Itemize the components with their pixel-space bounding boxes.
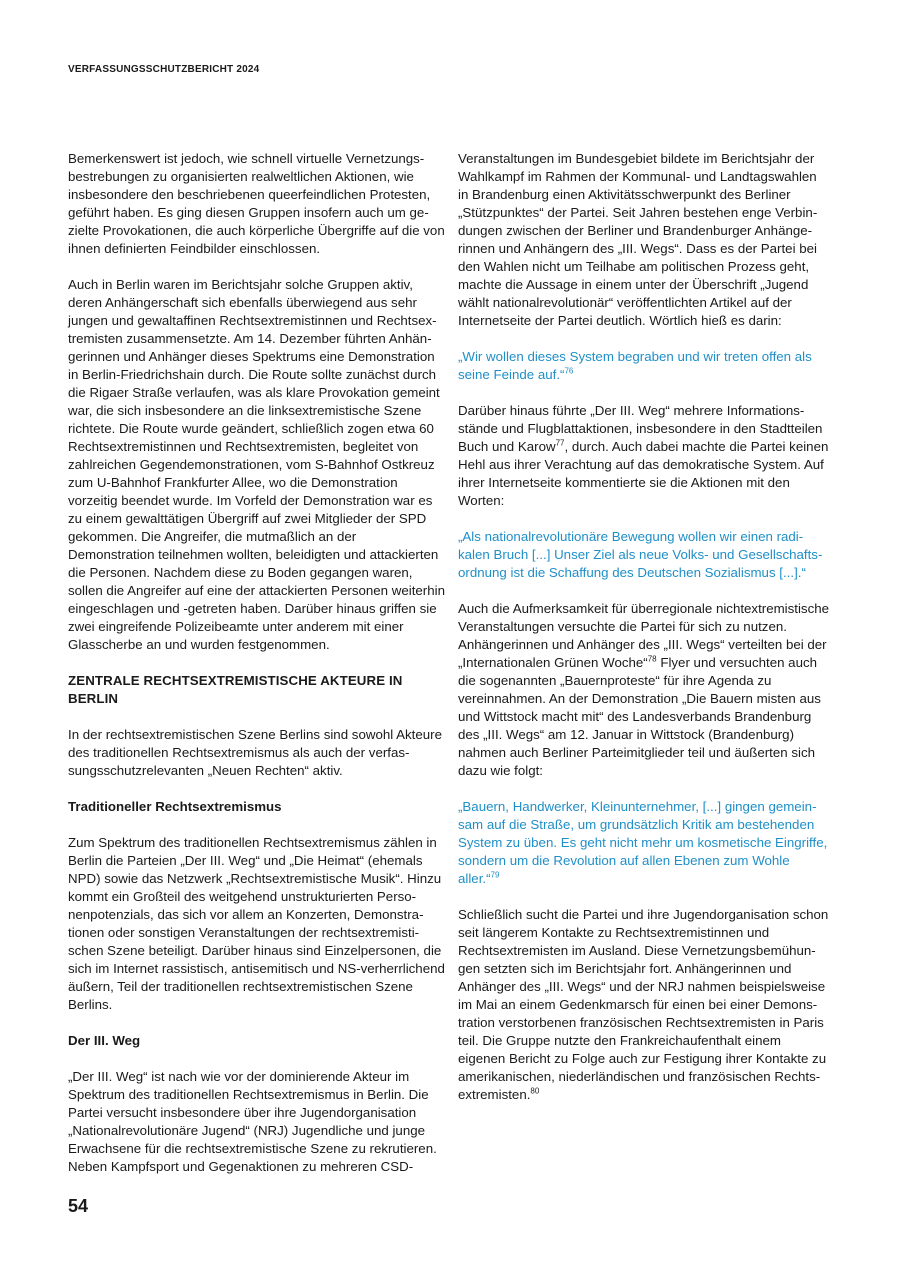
paragraph-text: Auch die Aufmerksamkeit für überregionale nichtextremistische Veranstaltungen versuchte die Partei für sich zu nutzen. Anhängerinnen und Anhänger des „III. Wegs“ verteilten bei der „Internationalen Grünen Woche“	[458, 601, 830, 670]
footnote-ref: 76	[564, 366, 574, 376]
page-number: 54	[68, 1196, 89, 1216]
paragraph: „Der III. Weg“ ist nach wie vor der dominierende Akteur im Spektrum des traditionellen Rechtsextremismus in Berlin. Die Partei versucht insbesondere über ihre Jugendorganisation „Nationalrevolutionäre Jugend“ (NRJ) Jugendliche und junge Erwachsene für die rechtsextremistische Szene zu rekrutieren. Neben Kampfsport und Gegenaktionen zu mehreren CSD-	[68, 1069, 437, 1174]
paragraph-text: Flyer und versuchten auch die sogenannten „Bauernproteste“ für ihre Agenda zu vereinnahmen. An der Demonstration „Die Bauern misten aus und Wittstock macht mit“ des Landesverbands Brandenburg des „III. Wegs“ am 12. Januar in Wittstock (Brandenburg) nahmen auch Berliner Parteimitglieder teil und äußerten sich dazu wie folgt:	[458, 655, 821, 778]
left-column	[68, 150, 446, 1194]
paragraph	[458, 600, 830, 780]
paragraph	[458, 402, 830, 510]
subheading-traditional: Traditioneller Rechtsextremismus	[68, 799, 282, 814]
paragraph-text: Schließlich sucht die Partei und ihre Jugendorganisation schon seit längerem Kontakte zu Rechtsextremistinnen und Rechtsextremisten im Ausland. Diese Vernetzungsbemühungen setzten sich im Berichtsjahr fort. Anhängerinnen und Anhänger des „III. Wegs“ und der NRJ nahmen beispielsweise im Mai an einem Gedenkmarsch für einen bei einer Demonstration verstorbenen französischen Rechtsextremisten in Paris teil. Die Gruppe nutzte den Frankreichaufenthalt einem eigenen Bericht zu Folge auch zur Festigung ihrer Kontakte zu amerikanischen, niederländischen und französischen Rechtsextremisten.	[458, 907, 829, 1102]
subheading-der-iii-weg: Der III. Weg	[68, 1033, 141, 1048]
quote	[458, 348, 830, 384]
quote	[458, 798, 830, 888]
paragraph	[458, 906, 830, 1104]
footnote-ref: 78	[647, 654, 657, 664]
quote-text: „Bauern, Handwerker, Kleinunternehmer, [...] gingen gemeinsam auf die Straße, um grundsätzlich Kritik am bestehenden System zu üben. Es geht nicht mehr um kosmetische Eingriffe, sondern um die Revolution auf allen Ebenen zum Wohle aller.“	[458, 799, 828, 886]
paragraph-text: Darüber hinaus führte „Der III. Weg“ mehrere Informationsstände und Flugblattaktionen, insbesondere in den Stadtteilen Buch und Karow	[458, 403, 823, 454]
footnote-ref: 77	[555, 438, 565, 448]
paragraph: Zum Spektrum des traditionellen Rechtsextremismus zählen in Berlin die Parteien „Der III. Weg“ und „Die Heimat“ (ehemals NPD) sowie das Netzwerk „Rechtsextremistische Musik“. Hinzu kommt ein Großteil des weitgehend unstrukturierten Personenpotenzials, das sich vor allem an Konzerten, Demonstrationen oder sonstigen Veranstaltungen der rechtsextremistischen Szene beteiligt. Darüber hinaus sind Einzelpersonen, die sich im Internet rassistisch, antisemitisch und NS-verherrlichend äußern, Teil der traditionellen rechtsextremistischen Szene Berlins.	[68, 835, 445, 1012]
paragraph: Veranstaltungen im Bundesgebiet bildete im Berichtsjahr der Wahlkampf im Rahmen der Kommunal- und Landtagswahlen in Brandenburg einen Aktivitätsschwerpunkt des Berliner „Stützpunktes“ der Partei. Seit Jahren bestehen enge Verbindungen zwischen der Berliner und Brandenburger Anhängerinnen und Anhängern des „III. Wegs“. Dass es der Partei bei den Wahlen nicht um Teilhabe am politischen Prozess geht, machte die Aussage in einem unter der Überschrift „Jugend wählt nationalrevolutionär“ veröffentlichten Artikel auf der Internetseite der Partei deutlich. Wörtlich hieß es darin:	[458, 151, 818, 328]
running-header: VERFASSUNGSSCHUTZBERICHT 2024	[68, 64, 260, 75]
footnote-ref: 79	[490, 870, 500, 880]
quote: „Als nationalrevolutionäre Bewegung wollen wir einen radikalen Bruch [...] Unser Ziel als neue Volks- und Gesellschaftsordnung ist die Schaffung des Deutschen Sozialismus [...].“	[458, 529, 823, 580]
quote-text: „Wir wollen dieses System begraben und wir treten offen als seine Feinde auf.“	[458, 349, 812, 382]
paragraph: Bemerkenswert ist jedoch, wie schnell virtuelle Vernetzungsbestrebungen zu organisierten realweltlichen Aktionen, wie insbesondere den beschriebenen queerfeindlichen Protesten, geführt haben. Es ging diesen Gruppen insofern auch um gezielte Provokationen, die auch körperliche Übergriffe auf die von ihnen definierten Feindbilder einschlossen.	[68, 151, 445, 256]
right-column	[458, 150, 830, 1122]
footnote-ref: 80	[530, 1086, 540, 1096]
paragraph-text: , durch. Auch dabei machte die Partei keinen Hehl aus ihrer Verachtung auf das demokratische System. Auf ihrer Internetseite kommentierte sie die Aktionen mit den Worten:	[458, 439, 829, 508]
paragraph: In der rechtsextremistischen Szene Berlins sind sowohl Akteure des traditionellen Rechtsextremismus als auch der verfassungsschutzrelevanten „Neuen Rechten“ aktiv.	[68, 727, 442, 778]
section-heading: ZENTRALE RECHTSEXTREMISTISCHE AKTEURE IN BERLIN	[68, 673, 403, 706]
paragraph: Auch in Berlin waren im Berichtsjahr solche Gruppen aktiv, deren Anhängerschaft sich ebenfalls überwiegend aus sehr jungen und gewaltaffinen Rechtsextremistinnen und Rechtsextremisten zusammensetzte. Am 14. Dezember führten Anhängerinnen und Anhänger dieses Spektrums eine Demonstration in Berlin-Friedrichshain durch. Die Route sollte zunächst durch die Rigaer Straße verlaufen, was als klare Provokation gemeint war, die sich insbesondere an die linksextremistische Szene richtete. Die Route wurde geändert, schließlich zogen etwa 60 Rechtsextremistinnen und Rechtsextremisten, begleitet von zahlreichen Gegendemonstrationen, vom S-Bahnhof Ostkreuz zum U-Bahnhof Frankfurter Allee, wo die Demonstration vorzeitig beendet wurde. Im Vorfeld der Demonstration war es zu einem gewalttätigen Übergriff auf zwei Mitglieder der SPD gekommen. Die Angreifer, die mutmaßlich an der Demonstration teilnehmen wollten, beleidigten und attackierten die Personen. Nachdem diese zu Boden gegangen waren, sollen die Angreifer auf eine der attackierten Personen weiterhin eingeschlagen und -getreten haben. Darüber hinaus griffen sie zwei eingreifende Polizeibeamte unter anderem mit einer Glasscherbe an und wurden festgenommen.	[68, 277, 445, 652]
